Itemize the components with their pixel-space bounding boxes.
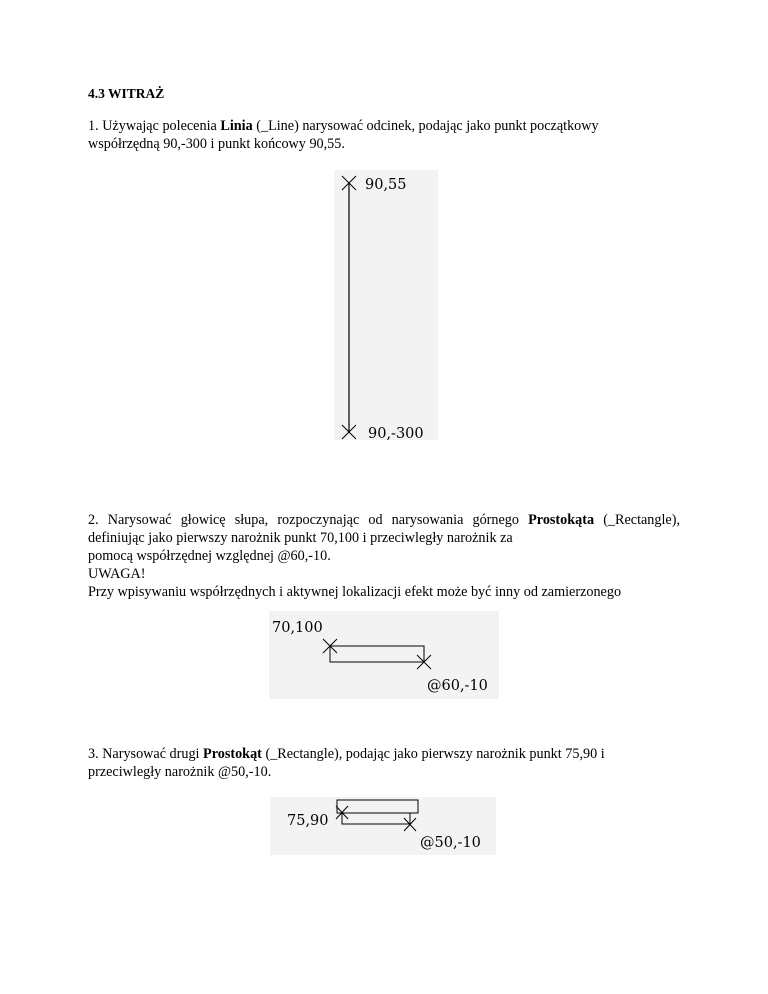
opposite-corner-label: @60,-10 xyxy=(427,678,488,694)
step3-paragraph xyxy=(88,745,680,781)
step1-paragraph xyxy=(88,117,680,153)
bottom-point-label: 90,-300 xyxy=(368,426,424,440)
step3-line1-before: 3. Narysować drugi xyxy=(88,746,204,762)
warning-title: UWAGA! xyxy=(88,566,146,582)
upper-rectangle xyxy=(337,800,418,813)
figure-rectangle-2-drawing xyxy=(270,797,496,855)
step1-line2: współrzędną 90,-300 i punkt końcowy 90,55. xyxy=(88,136,345,152)
figure-line xyxy=(334,170,438,440)
step2-line2: (_Rectangle), definiując jako pierwszy narożnik punkt 70,100 i przeciwległy narożnik za xyxy=(88,512,680,546)
lower-rectangle xyxy=(342,813,410,824)
step3-line1-after: (_Rectangle), podając jako pierwszy narożnik punkt 75,90 i xyxy=(261,746,605,762)
top-rectangle xyxy=(330,646,424,662)
first-corner-label: 70,100 xyxy=(272,620,323,636)
step2-line1: 2. Narysować głowicę słupa, rozpoczynając od narysowania górnego xyxy=(88,512,529,528)
step1-text-before: Używając polecenia xyxy=(98,118,221,134)
section-heading: 4.3 WITRAŻ xyxy=(88,86,165,101)
step3-line2: przeciwległy narożnik @50,-10. xyxy=(88,764,272,780)
step1-number: 1. xyxy=(88,118,99,134)
figure-line-drawing xyxy=(334,170,438,440)
opposite-corner-label: @50,-10 xyxy=(420,835,481,851)
figure-rectangle-1 xyxy=(269,611,499,699)
first-corner-label: 75,90 xyxy=(287,813,329,829)
step3-command-bold: Prostokąt xyxy=(203,746,262,762)
step2-line3: pomocą współrzędnej względnej @60,-10. xyxy=(88,548,331,564)
step2-command-bold: Prostokąta xyxy=(528,512,595,528)
warning-text: Przy wpisywaniu współrzędnych i aktywnej lokalizacji efekt może być inny od zamierzonego xyxy=(88,584,622,600)
step1-command-bold: Linia xyxy=(220,118,253,134)
step1-text-after: (_Line) narysować odcinek, podając jako punkt początkowy xyxy=(252,118,599,134)
step2-paragraph xyxy=(88,511,680,565)
figure-rectangle-2 xyxy=(270,797,496,855)
figure-rectangle-1-drawing xyxy=(269,611,499,699)
top-point-label: 90,55 xyxy=(365,177,407,193)
